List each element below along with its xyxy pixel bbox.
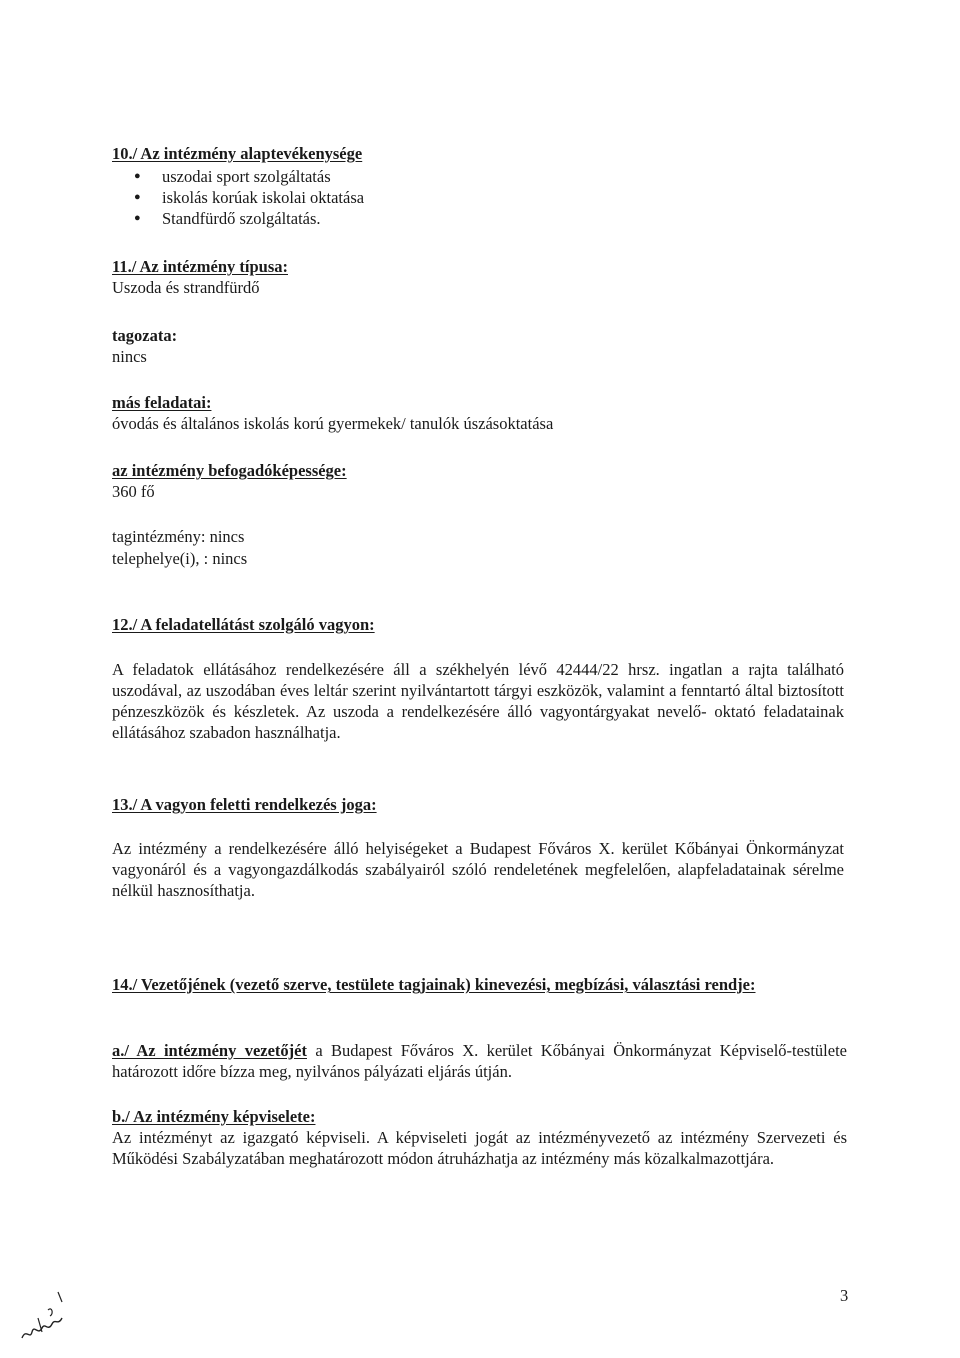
handwritten-initials-signature — [18, 1288, 68, 1348]
section-10-heading: 10./ Az intézmény alaptevékenysége — [112, 144, 363, 163]
capacity-value: 360 fő — [112, 482, 155, 501]
sites: telephelye(i), : nincs — [112, 549, 248, 568]
other-tasks-value: óvodás és általános iskolás korú gyermekek/ tanulók úszásoktatása — [112, 414, 554, 433]
section-14a-label: a./ Az intézmény vezetőjét — [112, 1041, 307, 1060]
other-tasks-label: más feladatai: — [112, 393, 212, 412]
list-item: ● uszodai sport szolgáltatás — [134, 166, 364, 187]
section-14-heading: 14./ Vezetőjének (vezető szerve, testülete tagjainak) kinevezési, megbízási, választási rendje: — [112, 975, 756, 994]
section-13-text: Az intézmény a rendelkezésére álló helyiségeket a Budapest Főváros X. kerület Kőbányai Önkormányzat vagyonáról és a vagyongazdálkodás szabályairól szóló rendeletének megfelelően, alapfeladatainak sérelme nélkül hasznosíthatja. — [112, 839, 844, 900]
section-10-list — [134, 166, 364, 229]
institution-type-value: Uszoda és strandfürdő — [112, 278, 260, 297]
member-institution: tagintézmény: nincs — [112, 527, 245, 546]
section-14a-text: a Budapest Főváros X. kerület Kőbányai Önkormányzat Képviselő-testülete határozott időre bízza meg, nyilvános pályázati eljárás útján. — [112, 1041, 847, 1081]
section-14b-heading: b./ Az intézmény képviselete: — [112, 1107, 316, 1126]
section-12-text: A feladatok ellátásához rendelkezésére áll a székhelyén lévő 42444/22 hrsz. ingatlan a rajta található uszodával, az uszodában éves leltár szerint nyilvántartott tárgyi eszközök, valamint a fenntartó által biztosított pénzeszközök és készletek. Az uszoda a rendelkezésére álló vagyontárgyakat nevelő- oktató feladatainak ellátásához szabadon használhatja. — [112, 660, 844, 742]
section-14b-text: Az intézményt az igazgató képviseli. A képviseleti jogát az intézményvezető az intézmény Szervezeti és Működési Szabályzatában meghatározott módon átruházhatja az intézmény más közalkalmazottjára. — [112, 1128, 847, 1168]
page-number: 3 — [840, 1286, 849, 1305]
tagozata-value: nincs — [112, 347, 147, 366]
list-item: ● Standfürdő szolgáltatás. — [134, 208, 364, 229]
section-11-heading: 11./ Az intézmény típusa: — [112, 257, 288, 276]
tagozata-label: tagozata: — [112, 326, 178, 345]
list-item: ● iskolás korúak iskolai oktatása — [134, 187, 364, 208]
section-12-heading: 12./ A feladatellátást szolgáló vagyon: — [112, 615, 375, 634]
section-14a-paragraph — [112, 1040, 847, 1082]
capacity-label: az intézmény befogadóképessége: — [112, 461, 347, 480]
section-13-heading: 13./ A vagyon feletti rendelkezés joga: — [112, 795, 377, 814]
